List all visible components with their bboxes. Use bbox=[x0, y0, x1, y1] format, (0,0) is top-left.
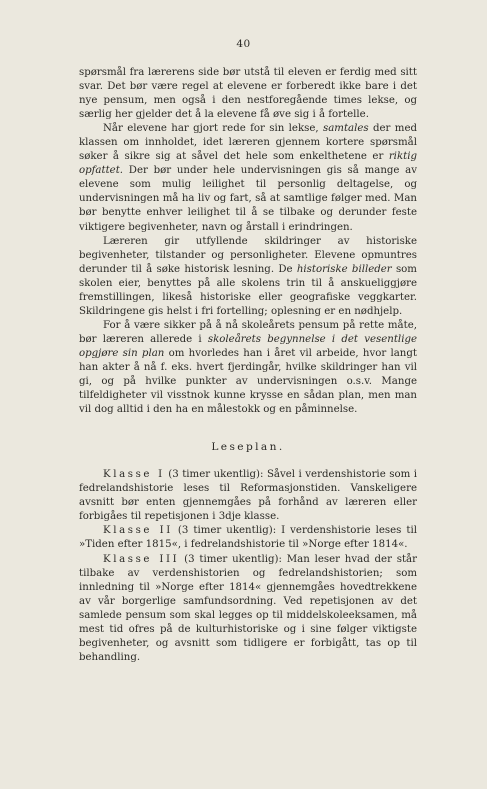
paragraph bbox=[79, 468, 417, 524]
body-text bbox=[79, 66, 417, 665]
text-run: De bbox=[274, 263, 297, 275]
paragraph bbox=[79, 553, 417, 665]
paragraph bbox=[79, 319, 417, 417]
class-label: Klasse II bbox=[103, 525, 173, 537]
paragraph: spørsmål fra lærerens side bør utstå til eleven er ferdig med sitt svar. Det bør være regel at elevene er forberedt ikke bare i det nye pensum, men også i den nestforegående times lekse, og særlig her gjelder det å la elevene få øve sig i å fortelle. bbox=[79, 67, 417, 121]
text-run: Når elevene har gjort rede for sin lekse, bbox=[103, 123, 323, 135]
paragraph bbox=[79, 235, 417, 319]
text-run: (3 timer ukentlig): Man leser hvad der står tilbake av verdenshistorien og fedrelandshistorien; som innledning til »Norge efter 1814« gjennemgåes hovedtrekkene av vår borgerlige samfundsordning. Ved repetisjonen av det samlede pensum som skal legges op til middelskoleeksamen, må mest tid ofres på de kulturhistoriske og i sine følger viktigste begivenheter, og avsnitt som tidligere er forbigått, tas op til behandling. bbox=[79, 553, 417, 663]
class-label: Klasse III bbox=[103, 553, 180, 565]
text-run: Der bør under hele undervisningen gis så mange av elevene som mulig leilighet til personlig deltagelse, og undervisningen må ha liv og fart, så at samtlige følger med. Man bør benytte enhver leilighet til å se tilbake og derunder feste viktigere begivenheter, navn og årstall i erindringen. bbox=[79, 165, 417, 233]
text-run: om hvorledes han i året vil arbeide, hvor langt han akter å nå f. eks. hvert fjerdingår, hvilke skildringer han vil gi, og på hvilke punkter av undervisningen o.s.v. Mange tilfeldigheter vil visstnok kunne krysse en sådan plan, men man vil dog alltid i den ha en målestokk og en påminnelse. bbox=[79, 347, 417, 416]
paragraph bbox=[79, 524, 417, 552]
section-heading: Leseplan. bbox=[211, 441, 285, 454]
paragraph bbox=[79, 122, 417, 234]
text-run: For å være sikker på å nå skoleårets pensum på rette måte, bør læreren allerede i bbox=[79, 319, 417, 345]
text-run: som skolen eier, benyttes på alle skolens trin til å anskueliggjøre fremstillingen, likeså historiske eller geografiske veggkarter. Skildringene gis helst i fri fortelling; oplesning er en nødhjelp. bbox=[79, 263, 417, 317]
page-number: 40 bbox=[236, 38, 251, 50]
emphasis: skoleårets begynnelse i det vesentlige opgjøre sin plan bbox=[79, 333, 418, 359]
emphasis: historiske billeder bbox=[296, 263, 392, 275]
emphasis: riktig opfattet. bbox=[79, 151, 417, 177]
text-run: der med klassen om innholdet, idet læreren gjennem kortere spørsmål søker å sikre sig at såvel det hele som enkelthetene er bbox=[79, 123, 418, 163]
text-run: (3 timer ukentlig): I verdenshistorie leses til »Tiden efter 1815«, i fedrelandshistorie til »Norge efter 1814«. bbox=[79, 525, 417, 551]
text-run: (3 timer ukentlig): Såvel i verdenshistorie som i fedrelandshistorie leses til Reformasjonstiden. Vanskeligere avsnitt bør enten gjennemgåes på forhånd av læreren eller forbigåes til repetisjonen i 3dje klasse. bbox=[79, 469, 417, 523]
emphasis: samtales bbox=[322, 123, 369, 135]
text-run: Læreren gir utfyllende skildringer av historiske begivenheter, tilstander og personligheter. Elevene opmuntres derunder til å søke historisk lesning. bbox=[79, 235, 417, 275]
class-label: Klasse I bbox=[103, 469, 165, 481]
